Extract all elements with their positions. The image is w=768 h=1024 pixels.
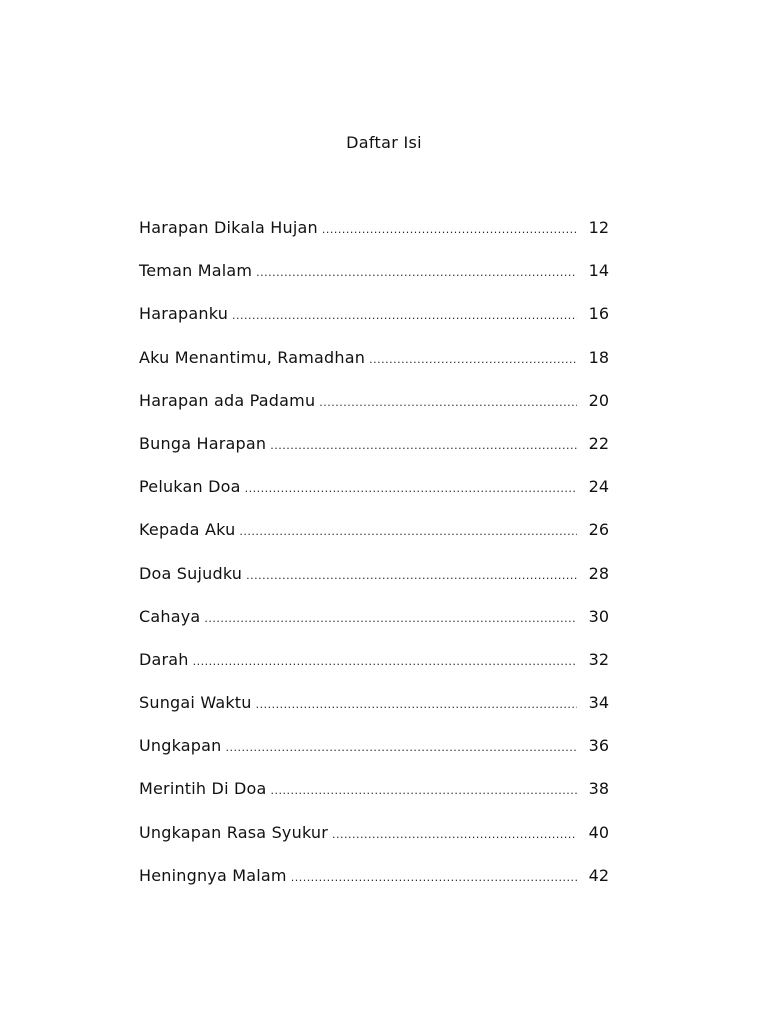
dot-leader — [256, 266, 577, 279]
toc-entry-title: Bunga Harapan — [139, 433, 267, 453]
toc-entry — [139, 304, 609, 347]
toc-entry — [139, 348, 609, 391]
toc-entry — [139, 434, 609, 477]
toc-page-number: 40 — [588, 822, 609, 842]
dot-leader — [369, 353, 577, 366]
toc-entry-title: Sungai Waktu — [139, 693, 252, 713]
dot-leader — [193, 655, 577, 668]
toc-entry — [139, 693, 609, 736]
toc-entry — [139, 607, 609, 650]
toc-page-number: 18 — [588, 347, 609, 367]
toc-entry-title: Darah — [139, 649, 189, 669]
toc-entry-title: Merintih Di Doa — [139, 779, 267, 799]
toc-page-number: 32 — [588, 649, 609, 669]
dot-leader — [239, 525, 577, 538]
toc-entry-title: Heningnya Malam — [139, 865, 287, 885]
toc-entry — [139, 779, 609, 822]
table-of-contents — [139, 218, 609, 909]
dot-leader — [256, 698, 577, 711]
toc-page-number: 30 — [588, 606, 609, 626]
toc-entry-title: Aku Menantimu, Ramadhan — [139, 347, 366, 367]
dot-leader — [226, 741, 578, 754]
toc-entry-title: Harapan ada Padamu — [139, 390, 316, 410]
toc-entry-title: Cahaya — [139, 606, 201, 626]
toc-page-number: 36 — [588, 736, 609, 756]
dot-leader — [246, 569, 577, 582]
toc-page-number: 26 — [588, 520, 609, 540]
dot-leader — [232, 309, 577, 322]
toc-entry-title: Teman Malam — [139, 261, 253, 281]
toc-entry-title: Kepada Aku — [139, 520, 236, 540]
dot-leader — [319, 396, 577, 409]
toc-page-number: 42 — [588, 865, 609, 885]
dot-leader — [271, 784, 577, 797]
toc-page-number: 22 — [588, 433, 609, 453]
toc-entry-title: Harapanku — [139, 304, 229, 324]
toc-page-number: 14 — [588, 261, 609, 281]
toc-entry — [139, 736, 609, 779]
toc-entry — [139, 477, 609, 520]
toc-page-number: 28 — [588, 563, 609, 583]
toc-entry-title: Ungkapan Rasa Syukur — [139, 822, 329, 842]
page-title: Daftar Isi — [346, 133, 422, 152]
toc-entry — [139, 650, 609, 693]
toc-entry-title: Harapan Dikala Hujan — [139, 218, 318, 237]
dot-leader — [204, 612, 577, 625]
toc-entry-title: Pelukan Doa — [139, 477, 241, 497]
toc-page-number: 38 — [588, 779, 609, 799]
toc-entry — [139, 520, 609, 563]
toc-entry — [139, 391, 609, 434]
toc-entry — [139, 564, 609, 607]
toc-page-number: 16 — [588, 304, 609, 324]
toc-page-number: 24 — [588, 477, 609, 497]
dot-leader — [291, 871, 577, 884]
toc-entry — [139, 218, 609, 261]
toc-entry-title: Ungkapan — [139, 736, 222, 756]
dot-leader — [270, 439, 577, 452]
dot-leader — [322, 223, 577, 236]
toc-entry — [139, 261, 609, 304]
toc-page-number: 34 — [588, 693, 609, 713]
dot-leader — [332, 828, 577, 841]
toc-entry-title: Doa Sujudku — [139, 563, 243, 583]
toc-entry — [139, 823, 609, 866]
toc-page-number: 12 — [588, 218, 609, 237]
toc-page-number: 20 — [588, 390, 609, 410]
toc-entry — [139, 866, 609, 909]
dot-leader — [245, 482, 577, 495]
